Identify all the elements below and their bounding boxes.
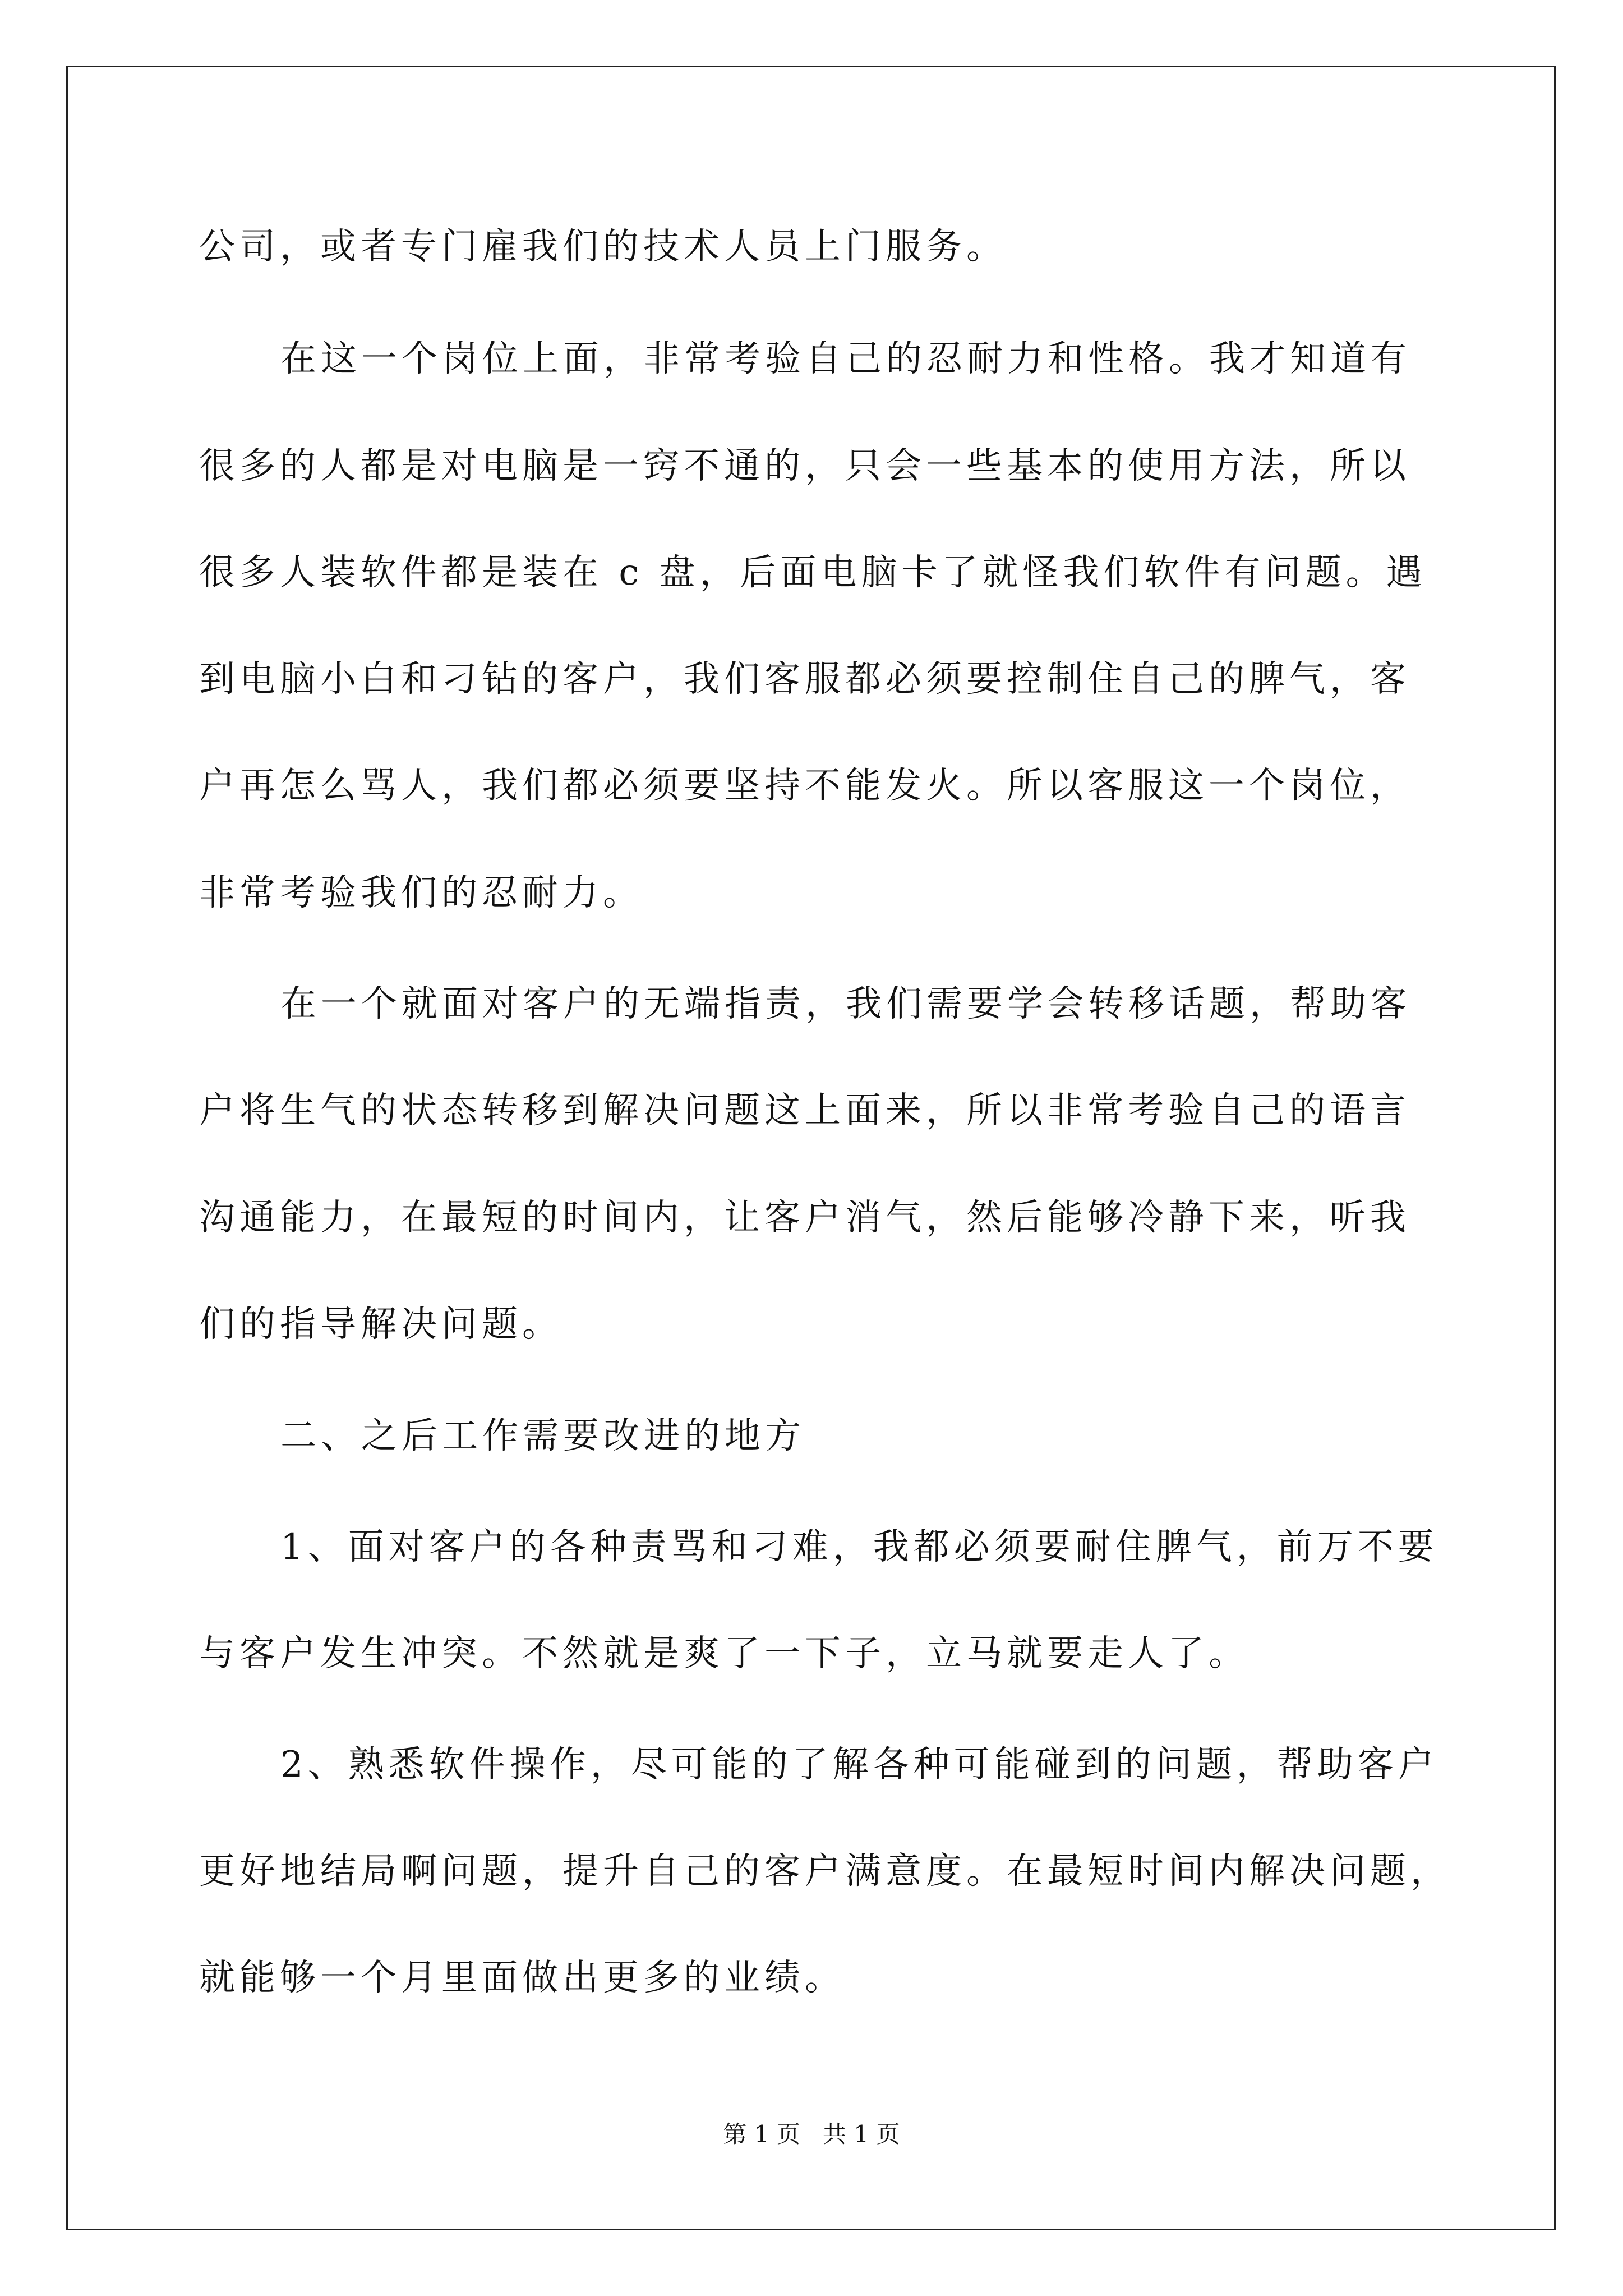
paragraph-line: 在一个就面对客户的无端指责，我们需要学会转移话题，帮助客 <box>280 983 1411 1025</box>
paragraph-line: 更好地结局啊问题，提升自己的客户满意度。在最短时间内解决问题， <box>199 1851 1451 1892</box>
paragraph-line: 1、面对客户的各种责骂和刁难，我都必须要耐住脾气，前万不要 <box>280 1526 1438 1568</box>
page-border <box>66 66 1556 2230</box>
page-footer: 第 1 页 共 1 页 <box>723 2120 900 2148</box>
paragraph-line: 们的指导解决问题。 <box>199 1304 562 1345</box>
paragraph-line: 很多的人都是对电脑是一窍不通的，只会一些基本的使用方法，所以 <box>199 445 1410 487</box>
paragraph-line: 到电脑小白和刁钻的客户，我们客服都必须要控制住自己的脾气，客 <box>199 659 1410 700</box>
paragraph-line: 在这一个岗位上面，非常考验自己的忍耐力和性格。我才知道有 <box>280 338 1411 380</box>
paragraph-line: 与客户发生冲突。不然就是爽了一下子，立马就要走人了。 <box>199 1633 1249 1674</box>
paragraph-line: 就能够一个月里面做出更多的业绩。 <box>199 1957 845 1999</box>
paragraph-line: 户将生气的状态转移到解决问题这上面来，所以非常考验自己的语言 <box>199 1090 1410 1131</box>
paragraph-line: 户再怎么骂人，我们都必须要坚持不能发火。所以客服这一个岗位， <box>199 765 1410 807</box>
paragraph-line: 2、熟悉软件操作，尽可能的了解各种可能碰到的问题，帮助客户 <box>280 1744 1438 1786</box>
paragraph-line: 公司，或者专门雇我们的技术人员上门服务。 <box>199 226 1007 268</box>
paragraph-line: 非常考验我们的忍耐力。 <box>199 872 643 914</box>
paragraph-line: 很多人装软件都是装在 c 盘，后面电脑卡了就怪我们软件有问题。遇 <box>199 552 1427 593</box>
paragraph-line: 沟通能力，在最短的时间内，让客户消气，然后能够冷静下来，听我 <box>199 1197 1410 1239</box>
section-heading: 二、之后工作需要改进的地方 <box>280 1415 805 1457</box>
